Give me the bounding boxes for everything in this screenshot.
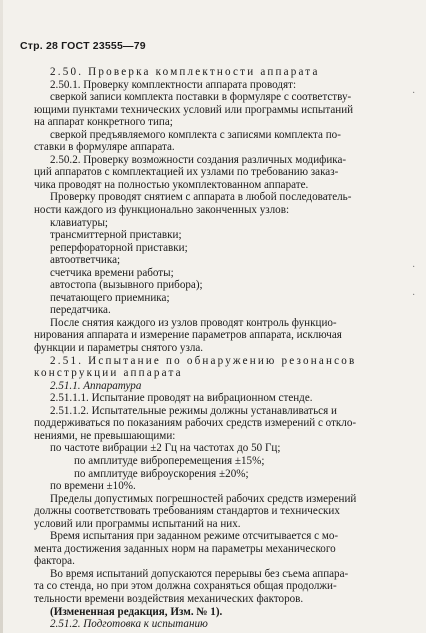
page-edge: [0, 0, 3, 633]
text-line: тельности времени воздействия механических факторов.: [34, 592, 304, 605]
text-line: условий или программы испытаний на них.: [34, 517, 241, 530]
text-line: нирования аппарата и измерение параметров аппарата, исключая: [34, 329, 342, 342]
text-line: клавиатуры;: [50, 216, 108, 229]
text-line: по амплитуде виброперемещения ±15%;: [74, 454, 265, 467]
text-line: автоответчика;: [50, 254, 121, 267]
text-line: трансмиттерной приставки;: [50, 229, 182, 242]
text-line: печатающего приемника;: [50, 291, 170, 304]
text-line: 2.50.2. Проверку возможности создания различных модифика-: [50, 153, 347, 166]
text-line: ющими пунктами технических условий или программы испытаний: [34, 103, 354, 116]
text-line: 2.51. Испытание по обнаружению резонансов: [50, 354, 357, 367]
text-line: фактора.: [34, 555, 75, 568]
text-line: 2.51.1.1. Испытание проводят на вибрационном стенде.: [50, 392, 313, 405]
text-line: поддерживаться по показаниям рабочих средств измерений с откло-: [34, 417, 357, 430]
text-line: реперфораторной приставки;: [50, 241, 188, 254]
text-line: Время испытания при заданном режиме отсчитывается с мо-: [50, 530, 339, 543]
scan-mark: ·: [412, 290, 416, 301]
text-line: Во время испытаний допускаются перерывы без съема аппара-: [50, 567, 349, 580]
text-line: автостопа (вызывного прибора);: [50, 279, 203, 292]
text-line: нениями, не превышающими:: [34, 429, 176, 442]
text-line: 2.51.2. Подготовка к испытанию: [50, 618, 208, 631]
text-line: 2.50. Проверка комплектности аппарата: [50, 66, 320, 78]
text-line: Пределы допустимых погрешностей рабочих средств измерений: [50, 492, 357, 505]
text-line: сверкой предъявляемого комплекта с записями комплекта по-: [50, 128, 341, 141]
text-line: по амплитуде виброускорения ±20%;: [74, 467, 249, 480]
text-line: на аппарат конкретного типа;: [34, 116, 173, 129]
text-line: по времени ±10%.: [50, 480, 136, 493]
scan-mark: ·: [412, 88, 416, 99]
text-line: мента достижения заданных норм на параметры механического: [34, 542, 336, 555]
text-line: передатчика.: [50, 304, 111, 317]
text-line: должны соответствовать требованиям стандартов и технических: [34, 505, 340, 518]
text-line: Проверку проводят снятием с аппарата в любой последователь-: [50, 191, 352, 204]
scan-mark: ·: [412, 262, 416, 273]
text-line: сверкой записи комплекта поставки в формуляре с соответству-: [50, 91, 352, 104]
text-line: чика проводят на полностью укомплектованном аппарате.: [34, 178, 309, 191]
text-line: по частоте вибрации ±2 Гц на частотах до 50 Гц;: [50, 442, 281, 455]
text-line: 2.50.1. Проверку комплектности аппарата проводят:: [50, 78, 297, 91]
text-line: та со стенда, но при этом должна сохраняться общая продолжи-: [34, 580, 337, 593]
text-line: 2.51.1.2. Испытательные режимы должны устанавливаться и: [50, 404, 337, 417]
document-body: [34, 66, 406, 631]
text-line: ности каждого из функционально законченных узлов:: [34, 204, 290, 217]
text-line: После снятия каждого из узлов проводят контроль функцио-: [50, 316, 337, 329]
page-header: Стр. 28 ГОСТ 23555—79: [20, 40, 146, 52]
text-line: счетчика времени работы;: [50, 266, 174, 279]
text-line: (Измененная редакция, Изм. № 1).: [50, 605, 223, 618]
text-line: конструкции аппарата: [34, 367, 183, 380]
text-line: ций аппаратов с комплектацией их узлами по требованию заказ-: [34, 166, 339, 179]
text-line: функции и параметры снятого узла.: [34, 342, 204, 355]
text-line: ставки в формуляре аппарата.: [34, 141, 175, 154]
text-line: 2.51.1. Аппаратура: [50, 379, 142, 392]
